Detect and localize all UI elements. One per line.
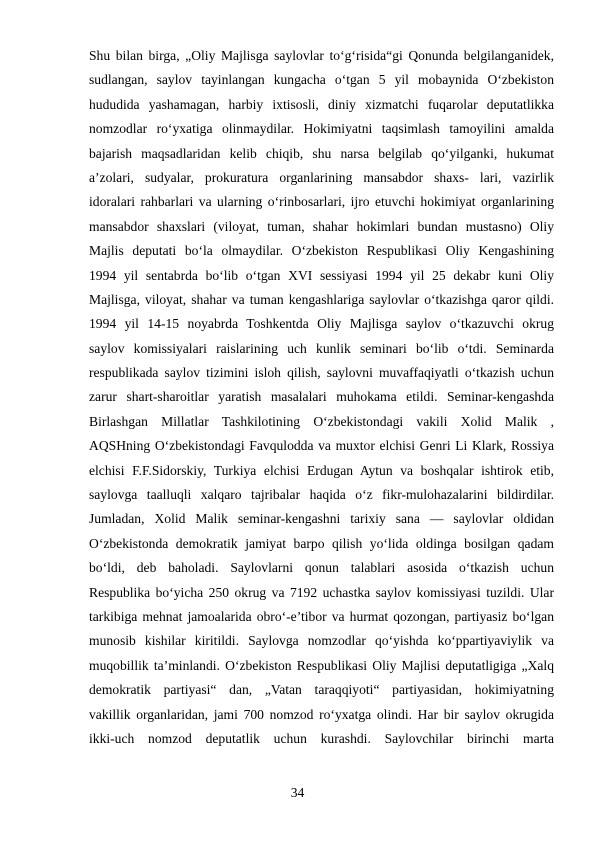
text-line: idoralari rahbarlari va ularning o‘rinbosarlari, ijro etuvchi hokimiyat organlarining (89, 194, 554, 210)
text-line: Respublika bo‘yicha 250 okrug va 7192 uchastka saylov komissiyasi tuzildi. Ular (89, 584, 554, 600)
text-line: Majlisga, viloyat, shahar va tuman kengashlariga saylovlar o‘tkazishga qaror qildi. (89, 291, 554, 307)
text-line: demokratik partiyasi“ dan, „Vatan taraqqiyoti“ partiyasidan, hokimiyatning (89, 682, 554, 698)
text-line: ikki-uch nomzod deputatlik uchun kurashdi. Saylovchilar birinchi marta (89, 730, 554, 746)
text-line: O‘zbekistonda demokratik jamiyat barpo qilish yo‘lida oldinga bosilgan qadam (89, 535, 554, 551)
text-line: saylovga taalluqli xalqaro tajribalar haqida o‘z fikr-mulohazalarini bildirdilar. (89, 487, 554, 503)
text-line: nomzodlar ro‘yxatiga olinmaydilar. Hokimiyatni taqsimlash tamoyilini amalda (89, 121, 554, 137)
text-line: mansabdor shaxslari (viloyat, tuman, shahar hokimlari bundan mustasno) Oliy (89, 218, 554, 234)
text-line: zarur shart-sharoitlar yaratish masalalari muhokama etildi. Seminar-kengashda (89, 389, 554, 405)
text-line: a’zolari, sudyalar, prokuratura organlarining mansabdor shaxs- lari, vazirlik (89, 169, 554, 185)
text-line: muqobillik ta’minlandi. O‘zbekiston Respublikasi Oliy Majlisi deputatligiga „Xalq (89, 657, 554, 673)
text-line: AQSHning O‘zbekistondagi Favqulodda va muxtor elchisi Genri Li Klark, Rossiya (89, 438, 554, 454)
text-line: bajarish maqsadlaridan kelib chiqib, shu narsa belgilab qo‘yilganki, hukumat (89, 145, 554, 161)
text-line: hududida yashamagan, harbiy ixtisosli, diniy xizmatchi fuqarolar deputatlikka (89, 96, 554, 112)
text-line: Majlis deputati bo‘la olmaydilar. O‘zbekiston Respublikasi Oliy Kengashining (89, 243, 554, 259)
document-body (89, 44, 554, 751)
text-line: Birlashgan Millatlar Tashkilotining O‘zbekistondagi vakili Xolid Malik , (89, 413, 554, 429)
text-line: bo‘ldi, deb baholadi. Saylovlarni qonun talablari asosida o‘tkazish uchun (89, 560, 554, 576)
text-line: saylov komissiyalari raislarining uch kunlik seminari bo‘lib o‘tdi. Seminarda (89, 340, 554, 356)
text-line: vakillik organlaridan, jami 700 nomzod ro‘yxatga olindi. Har bir saylov okrugida (89, 706, 554, 722)
text-line: Shu bilan birga, „Oliy Majlisga saylovlar to‘g‘risida“gi Qonunda belgilanganidek, (89, 48, 554, 63)
text-line: sudlangan, saylov tayinlangan kungacha o‘tgan 5 yil mobaynida O‘zbekiston (89, 72, 554, 88)
text-line: tarkibiga mehnat jamoalarida obro‘-e’tibor va hurmat qozongan, partiyasiz bo‘lgan (89, 608, 554, 624)
text-line: munosib kishilar kiritildi. Saylovga nomzodlar qo‘yishda ko‘ppartiyaviylik va (89, 633, 554, 649)
text-line: 1994 yil sentabrda bo‘lib o‘tgan XVI sessiyasi 1994 yil 25 dekabr kuni Oliy (89, 267, 554, 283)
text-line: elchisi F.F.Sidorskiy, Turkiya elchisi Erdugan Aytun va boshqalar ishtirok etib, (89, 462, 554, 478)
page-number: 34 (290, 785, 305, 800)
text-line: respublikada saylov tizimini isloh qilish, saylovni muvaffaqiyatli o‘tkazish uchun (89, 365, 554, 381)
text-line: Jumladan, Xolid Malik seminar-kengashni tarixiy sana — saylovlar oldidan (89, 511, 554, 527)
text-line: 1994 yil 14-15 noyabrda Toshkentda Oliy Majlisga saylov o‘tkazuvchi okrug (89, 316, 554, 332)
